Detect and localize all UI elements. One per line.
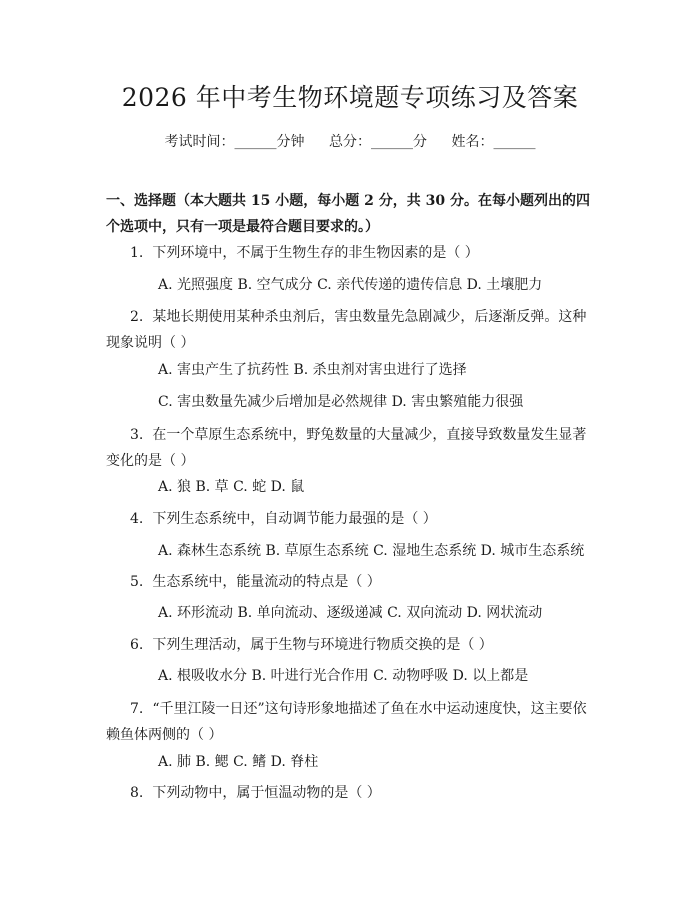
question-stem: 下列环境中，不属于生物生存的非生物因素的是（ ） <box>152 245 479 261</box>
question-number: 6. <box>130 637 144 653</box>
question-7 <box>106 696 594 748</box>
question-1-options: A. 光照强度 B. 空气成分 C. 亲代传递的遗传信息 D. 土壤肥力 <box>158 277 543 293</box>
question-2 <box>106 304 594 356</box>
question-5-options: A. 环形流动 B. 单向流动、逐级递减 C. 双向流动 D. 网状流动 <box>158 605 543 621</box>
question-number: 7. <box>130 701 144 717</box>
question-3-options: A. 狼 B. 草 C. 蛇 D. 鼠 <box>158 479 305 495</box>
question-4-options: A. 森林生态系统 B. 草原生态系统 C. 湿地生态系统 D. 城市生态系统 <box>158 543 585 559</box>
question-1 <box>106 240 594 266</box>
question-6-options: A. 根吸收水分 B. 叶进行光合作用 C. 动物呼吸 D. 以上都是 <box>158 668 529 684</box>
question-stem: 下列生理活动，属于生物与环境进行物质交换的是（ ） <box>152 637 493 653</box>
question-3 <box>106 422 594 474</box>
question-stem: “千里江陵一日还”这句诗形象地描述了鱼在水中运动速度快，这主要依赖鱼体两侧的（ ） <box>106 701 587 743</box>
question-number: 8. <box>130 785 144 801</box>
question-stem: 生态系统中，能量流动的特点是（ ） <box>152 574 381 590</box>
question-number: 3. <box>130 427 144 443</box>
exam-info-line <box>0 132 700 152</box>
question-stem: 某地长期使用某种杀虫剂后，害虫数量先急剧减少，后逐渐反弹。这种现象说明（ ） <box>106 309 587 351</box>
question-6 <box>106 632 594 658</box>
question-5 <box>106 569 594 595</box>
question-stem: 在一个草原生态系统中，野兔数量的大量减少，直接导致数量发生显著变化的是（ ） <box>106 427 587 469</box>
question-8 <box>106 780 594 806</box>
question-4 <box>106 506 594 532</box>
question-number: 2. <box>130 309 144 325</box>
question-2-options-line-2: C. 害虫数量先减少后增加是必然规律 D. 害虫繁殖能力很强 <box>158 394 524 410</box>
section-header: 一、选择题（本大题共 15 小题，每小题 2 分，共 30 分。在每小题列出的四个选项中，只有一项是最符合题目要求的。） <box>106 193 590 235</box>
question-stem: 下列生态系统中，自动调节能力最强的是（ ） <box>152 511 437 527</box>
total-score-field: 总分：______分 <box>329 134 427 150</box>
question-number: 5. <box>130 574 144 590</box>
question-number: 4. <box>130 511 144 527</box>
student-name-field: 姓名：______ <box>451 134 536 150</box>
question-number: 1. <box>130 245 144 261</box>
document-title: 2026 年中考生物环境题专项练习及答案 <box>121 83 579 112</box>
question-stem: 下列动物中，属于恒温动物的是（ ） <box>152 785 381 801</box>
question-7-options: A. 肺 B. 鳃 C. 鳍 D. 脊柱 <box>158 754 319 770</box>
exam-time-field: 考试时间：______分钟 <box>164 134 305 150</box>
question-2-options-line-1: A. 害虫产生了抗药性 B. 杀虫剂对害虫进行了选择 <box>158 362 467 378</box>
